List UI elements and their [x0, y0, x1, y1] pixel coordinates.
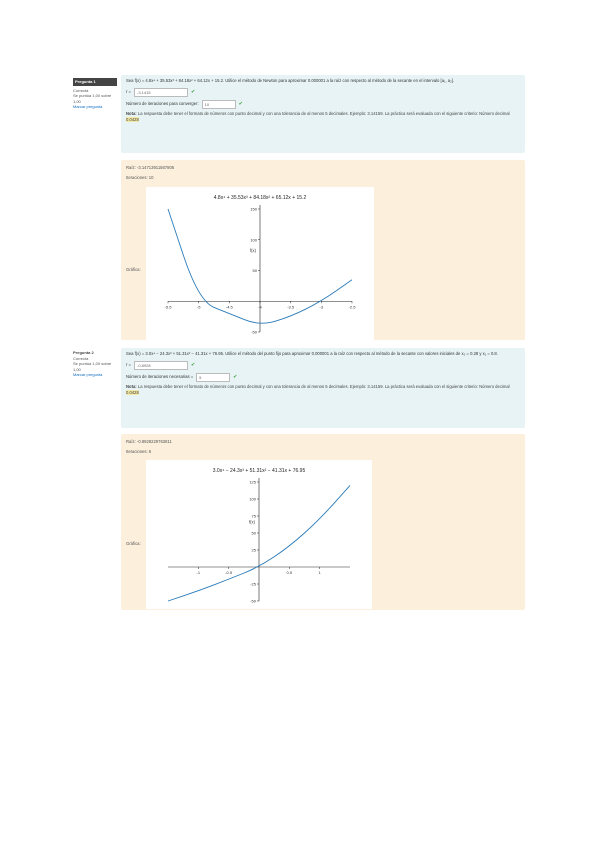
question-statement: Sea f(x) = 4.8x⁴ + 35.53x³ + 84.18x² + 64.12x + 15.2. Utilice el método de Newton para aproximar 0.000001 a la raíz con respecto al método de la secante en el intervalo [a₁, a₂]. — [126, 78, 455, 83]
x-tick-label: -5 — [196, 304, 201, 310]
x-tick-label: -4.5 — [225, 304, 233, 310]
note-highlight: 0.0428 — [126, 117, 139, 122]
x-tick-label: -3.5 — [287, 304, 295, 310]
question-number: Pregunta 1 — [73, 78, 117, 86]
chart-1 — [146, 187, 374, 340]
y-tick-label: -50 — [250, 598, 256, 604]
chart-title: 3.0x⁴ − 24.3x³ + 51.31x² − 41.31x + 76.95 — [212, 468, 306, 474]
y-tick-label: 150 — [250, 206, 257, 212]
flag-question-link[interactable]: Marcar pregunta — [73, 104, 103, 109]
root-label: r = — [126, 88, 132, 94]
x-tick-label: 0.5 — [286, 570, 293, 575]
note-text: La respuesta debe tener el formato de números con punto decimal y con una tolerancia de al menos 5 decimales. Ejemplo: 3.14159. La práctica será evaluada con el siguiente criterio: Número decimal — [137, 110, 510, 116]
feedback-root: Raíz: -3.14713911567806 — [126, 165, 175, 170]
root-label: r = — [126, 361, 132, 367]
feedback-1 — [121, 160, 525, 340]
answer-note — [126, 384, 520, 397]
correct-check-icon: ✔ — [233, 373, 238, 380]
y-tick-label: -25 — [250, 581, 256, 587]
iterations-input[interactable]: 10 — [202, 100, 236, 109]
correct-check-icon: ✔ — [191, 88, 196, 95]
note-text: La respuesta debe tener el formato de números con punto decimal y con una tolerancia de al menos 5 decimales. Ejemplo: 3.14159. La práctica será evaluada con el siguiente criterio: Número decimal — [137, 383, 510, 389]
feedback-iterations: Iteraciones: 6 — [126, 449, 152, 454]
question-2-content — [121, 348, 525, 428]
answer-note — [126, 111, 520, 124]
y-tick-label: 75 — [251, 513, 256, 519]
y-tick-label: 50 — [251, 530, 256, 536]
root-input[interactable]: -0.8928 — [134, 361, 188, 370]
y-axis-label: f(x) — [250, 248, 257, 254]
iterations-input[interactable]: 5 — [196, 373, 230, 382]
question-1-content — [121, 75, 525, 153]
question-status: Correcta — [73, 87, 89, 93]
note-prefix: Nota: — [126, 383, 137, 389]
chart-2 — [146, 460, 372, 609]
feedback-root: Raíz: -0.8928229763811 — [126, 439, 172, 444]
chart-title: 4.8x⁴ + 35.53x³ + 84.18x² + 65.12x + 15.2 — [213, 195, 307, 201]
x-tick-label: -0.5 — [225, 570, 233, 575]
chart-label: Gráfica: — [126, 267, 141, 272]
question-number: Pregunta 2 — [73, 350, 94, 355]
y-tick-label: 125 — [249, 479, 256, 485]
question-status: Correcta — [73, 355, 89, 361]
x-tick-label: -2.5 — [348, 304, 356, 310]
y-tick-label: 50 — [252, 268, 257, 273]
x-tick-label: -5.5 — [164, 304, 172, 310]
x-tick-label: -1 — [196, 570, 201, 575]
correct-check-icon: ✔ — [191, 361, 196, 368]
y-tick-label: 100 — [250, 237, 257, 243]
flag-question-link[interactable]: Marcar pregunta — [73, 372, 103, 377]
iterations-label: Número de iteraciones para converger: — [126, 100, 199, 106]
chart-label: Gráfica: — [126, 541, 141, 546]
y-tick-label: 100 — [249, 496, 256, 502]
question-score: Se puntúa 1,00 sobre 1,00 — [73, 93, 112, 104]
x-tick-label: -4 — [258, 304, 262, 310]
note-prefix: Nota: — [126, 110, 137, 116]
question-score: Se puntúa 1,00 sobre 1,00 — [73, 361, 112, 372]
y-tick-label: -50 — [251, 329, 257, 335]
question-2-info — [73, 350, 117, 378]
root-input[interactable]: -3.1415 — [134, 88, 188, 97]
correct-check-icon: ✔ — [238, 100, 243, 107]
note-highlight: 0.0428 — [126, 390, 139, 395]
x-tick-label: -3 — [319, 304, 324, 310]
x-tick-label: 1 — [318, 570, 321, 575]
feedback-iterations: Iteraciones: 10 — [126, 175, 154, 180]
question-1-info — [73, 78, 117, 110]
y-tick-label: 25 — [251, 547, 256, 553]
feedback-2 — [121, 434, 525, 610]
question-statement: Sea f(x) = 3.0x⁴ − 24.3x³ + 51.31x² − 41.31x + 76.95. Utilice el método del punto fijo para aproximar 0.000001 a la raíz con respecto al método de la secante con valores iniciales de x₀ = 0.28 y x₁ = 0.8. — [126, 351, 498, 356]
y-axis-label: f(x) — [249, 519, 256, 525]
iterations-label: Número de iteraciones necesarias = — [126, 373, 194, 379]
